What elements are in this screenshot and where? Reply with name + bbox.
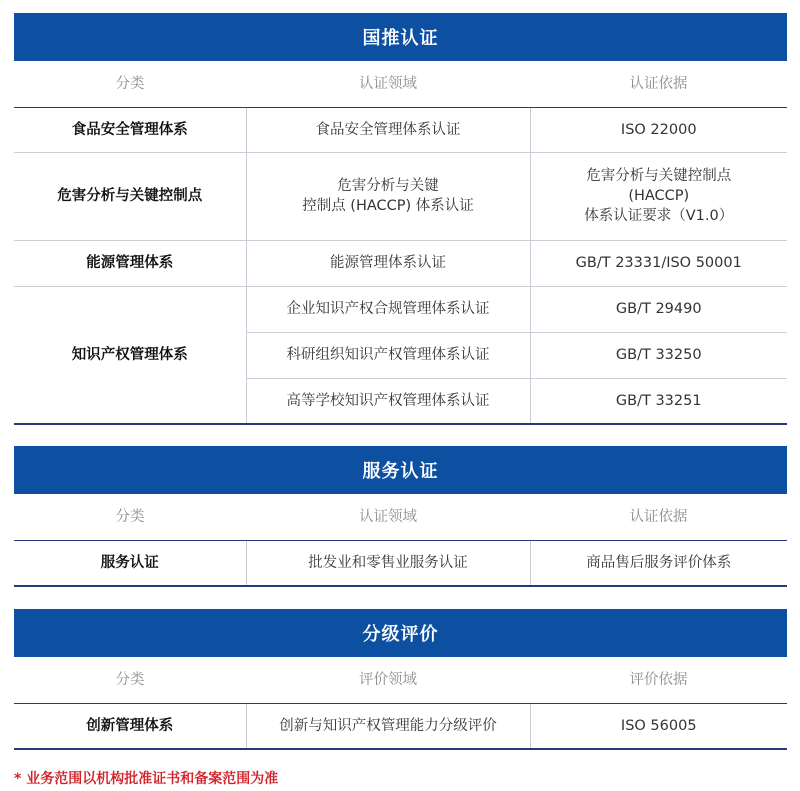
section-title: 服务认证 — [14, 446, 787, 494]
section-grading-evaluation — [14, 609, 787, 750]
section-service-certification — [14, 446, 787, 587]
column-header: 评价依据 — [530, 657, 787, 703]
field-cell: 批发业和零售业服务认证 — [246, 540, 530, 586]
category-cell: 危害分析与关键控制点 — [14, 152, 246, 240]
basis-cell: GB/T 29490 — [530, 286, 787, 332]
category-cell: 知识产权管理体系 — [14, 286, 246, 424]
category-cell: 服务认证 — [14, 540, 246, 586]
category-cell: 能源管理体系 — [14, 240, 246, 286]
column-header: 认证依据 — [530, 494, 787, 540]
field-cell: 科研组织知识产权管理体系认证 — [246, 332, 530, 378]
category-cell: 食品安全管理体系 — [14, 107, 246, 152]
field-cell: 高等学校知识产权管理体系认证 — [246, 378, 530, 424]
table-row — [14, 286, 787, 332]
basis-cell: 商品售后服务评价体系 — [530, 540, 787, 586]
column-header: 分类 — [14, 494, 246, 540]
column-header: 分类 — [14, 657, 246, 703]
column-header: 认证领域 — [246, 61, 530, 107]
basis-cell: GB/T 33250 — [530, 332, 787, 378]
table-row — [14, 703, 787, 749]
basis-cell: GB/T 23331/ISO 50001 — [530, 240, 787, 286]
certification-table — [14, 61, 787, 425]
footnote: * 业务范围以机构批准证书和备案范围为准 — [14, 771, 279, 787]
section-title: 分级评价 — [14, 609, 787, 657]
table-row — [14, 152, 787, 240]
field-cell: 企业知识产权合规管理体系认证 — [246, 286, 530, 332]
section-title: 国推认证 — [14, 13, 787, 61]
column-header: 认证依据 — [530, 61, 787, 107]
table-header-row — [14, 657, 787, 703]
basis-cell: GB/T 33251 — [530, 378, 787, 424]
column-header: 分类 — [14, 61, 246, 107]
column-header: 评价领域 — [246, 657, 530, 703]
table-header-row — [14, 61, 787, 107]
field-cell: 能源管理体系认证 — [246, 240, 530, 286]
field-cell: 危害分析与关键 控制点 (HACCP) 体系认证 — [246, 152, 530, 240]
basis-cell: ISO 22000 — [530, 107, 787, 152]
basis-cell: 危害分析与关键控制点 (HACCP) 体系认证要求（V1.0） — [530, 152, 787, 240]
evaluation-table — [14, 657, 787, 750]
table-row — [14, 540, 787, 586]
category-cell: 创新管理体系 — [14, 703, 246, 749]
section-national-certification — [14, 13, 787, 425]
field-cell: 创新与知识产权管理能力分级评价 — [246, 703, 530, 749]
table-row — [14, 107, 787, 152]
table-row — [14, 240, 787, 286]
column-header: 认证领域 — [246, 494, 530, 540]
certification-table — [14, 494, 787, 587]
field-cell: 食品安全管理体系认证 — [246, 107, 530, 152]
basis-cell: ISO 56005 — [530, 703, 787, 749]
table-header-row — [14, 494, 787, 540]
